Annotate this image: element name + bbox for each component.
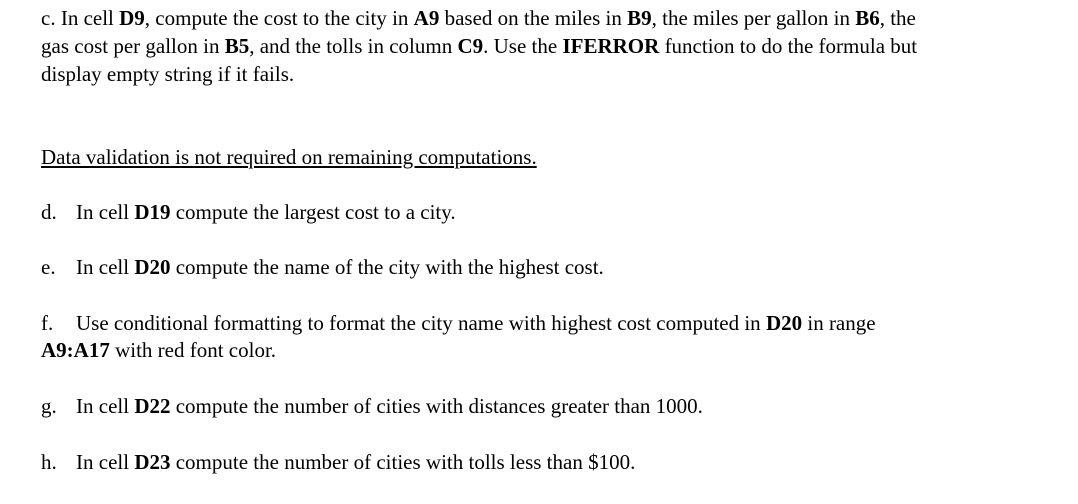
list-marker: h.: [41, 450, 57, 474]
text: , the miles per gallon in: [651, 6, 856, 30]
cell-ref: D19: [134, 200, 171, 224]
cell-ref: D20: [134, 255, 171, 279]
item-g: [41, 393, 703, 419]
text: In cell: [76, 394, 135, 418]
text: In cell: [76, 255, 135, 279]
text: function to do the formula but: [659, 34, 918, 58]
list-marker: f.: [41, 311, 54, 335]
item-d: [41, 199, 456, 225]
item-e: [41, 254, 604, 280]
item-c-line-2: [41, 33, 917, 59]
text: compute the largest cost to a city.: [170, 200, 456, 224]
text: , and the tolls in column: [249, 34, 458, 58]
list-marker: d.: [41, 200, 57, 224]
item-f-line-1: [41, 310, 876, 336]
function-name: IFERROR: [562, 34, 660, 58]
cell-ref: D9: [119, 6, 145, 30]
cell-ref: A9: [413, 6, 440, 30]
range-ref: A9:A17: [41, 338, 110, 362]
text: with red font color.: [109, 338, 277, 362]
item-f-line-2: [41, 337, 276, 363]
text: c. In cell: [41, 6, 120, 30]
text: based on the miles in: [439, 6, 628, 30]
list-marker: g.: [41, 394, 57, 418]
cell-ref: D22: [134, 394, 171, 418]
cell-ref: B5: [224, 34, 250, 58]
text: compute the number of cities with distances greater than 1000.: [170, 394, 703, 418]
cell-ref: D20: [765, 311, 803, 335]
cell-ref: D23: [134, 450, 171, 474]
cell-ref: B6: [855, 6, 880, 30]
text: gas cost per gallon in: [41, 34, 225, 58]
text: in range: [802, 311, 876, 335]
item-c-line-1: [41, 5, 916, 31]
item-c-line-3: display empty string if it fails.: [41, 62, 295, 86]
item-h: [41, 449, 635, 475]
text: Use conditional formatting to format the city name with highest cost computed in: [76, 311, 766, 335]
text: compute the number of cities with tolls less than $100.: [170, 450, 636, 474]
text: , the: [879, 6, 916, 30]
cell-ref: B9: [627, 6, 652, 30]
text: In cell: [76, 450, 135, 474]
text: compute the name of the city with the highest cost.: [170, 255, 604, 279]
text: . Use the: [483, 34, 563, 58]
cell-ref: C9: [457, 34, 484, 58]
text: In cell: [76, 200, 135, 224]
text: , compute the cost to the city in: [144, 6, 414, 30]
list-marker: e.: [41, 255, 56, 279]
data-validation-note: Data validation is not required on remaining computations.: [41, 145, 537, 169]
